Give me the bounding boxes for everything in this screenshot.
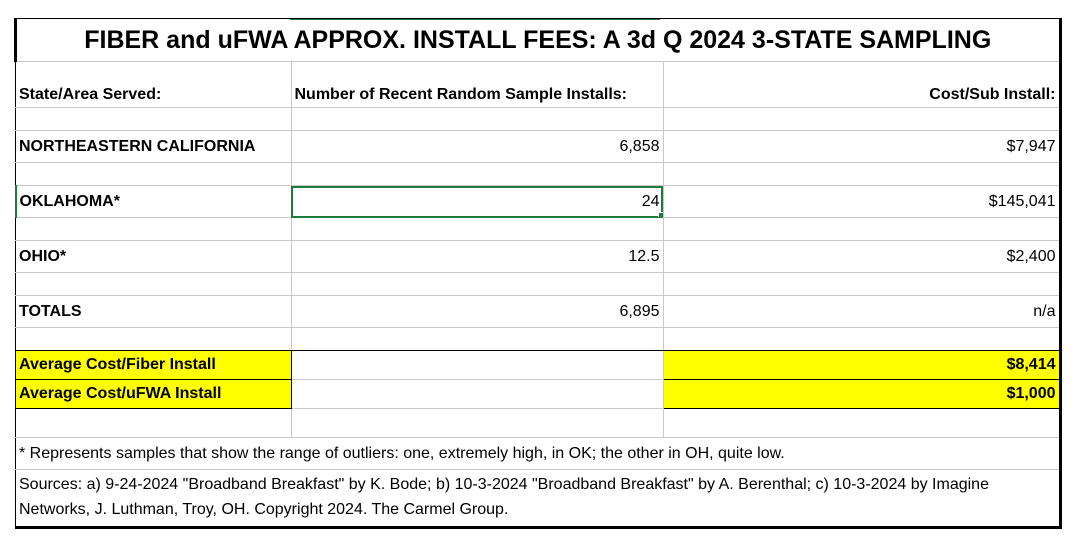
empty-cell[interactable]: [16, 409, 292, 438]
cost-cell[interactable]: $145,041: [663, 186, 1060, 218]
table-row: [16, 131, 1061, 163]
empty-cell[interactable]: [291, 380, 663, 409]
empty-cell[interactable]: [663, 273, 1060, 296]
empty-cell[interactable]: [663, 108, 1060, 131]
header-cost[interactable]: Cost/Sub Install:: [663, 62, 1060, 108]
empty-cell[interactable]: [16, 273, 292, 296]
outlier-note[interactable]: * Represents samples that show the range of outliers: one, extremely high, in OK; the other in OH, quite low.: [16, 438, 1061, 470]
average-value[interactable]: $1,000: [663, 380, 1060, 409]
cost-cell[interactable]: $2,400: [663, 241, 1060, 273]
average-label[interactable]: Average Cost/Fiber Install: [16, 351, 292, 380]
empty-cell[interactable]: [663, 163, 1060, 186]
installs-cell[interactable]: 12.5: [291, 241, 663, 273]
installs-cell[interactable]: 6,895: [291, 296, 663, 328]
spacer-row: [16, 163, 1061, 186]
header-row: [16, 62, 1061, 108]
sources-note[interactable]: Sources: a) 9-24-2024 "Broadband Breakfast" by K. Bode; b) 10-3-2024 "Broadband Breakfast" by A. Berenthal; c) 10-3-2024 by Imagine Networks, J. Luthman, Troy, OH. Copyright 2024. The Carmel Group.: [16, 470, 1061, 528]
fill-handle[interactable]: [658, 212, 664, 218]
empty-cell[interactable]: [291, 409, 663, 438]
table-row: [16, 186, 1061, 218]
empty-cell[interactable]: [16, 218, 292, 241]
area-cell[interactable]: TOTALS: [16, 296, 292, 328]
area-cell[interactable]: OKLAHOMA*: [16, 186, 292, 218]
selected-installs-cell[interactable]: [291, 186, 663, 218]
spacer-row: [16, 218, 1061, 241]
empty-cell[interactable]: [291, 351, 663, 380]
empty-cell[interactable]: [16, 108, 292, 131]
empty-cell[interactable]: [291, 273, 663, 296]
average-value[interactable]: $8,414: [663, 351, 1060, 380]
header-installs[interactable]: Number of Recent Random Sample Installs:: [291, 62, 663, 108]
spacer-row: [16, 409, 1061, 438]
average-row: [16, 351, 1061, 380]
installs-cell[interactable]: 6,858: [291, 131, 663, 163]
area-cell[interactable]: OHIO*: [16, 241, 292, 273]
spacer-row: [16, 328, 1061, 351]
empty-cell[interactable]: [16, 163, 292, 186]
empty-cell[interactable]: [663, 409, 1060, 438]
header-area[interactable]: State/Area Served:: [16, 62, 292, 108]
area-cell[interactable]: NORTHEASTERN CALIFORNIA: [16, 131, 292, 163]
empty-cell[interactable]: [291, 328, 663, 351]
empty-cell[interactable]: [663, 218, 1060, 241]
empty-cell[interactable]: [16, 328, 292, 351]
table-title[interactable]: FIBER and uFWA APPROX. INSTALL FEES: A 3d Q 2024 3-STATE SAMPLING: [16, 19, 1061, 62]
spacer-row: [16, 108, 1061, 131]
table-row: [16, 241, 1061, 273]
title-row: [16, 19, 1061, 62]
empty-cell[interactable]: [291, 218, 663, 241]
totals-row: [16, 296, 1061, 328]
empty-cell[interactable]: [291, 108, 663, 131]
empty-cell[interactable]: [291, 163, 663, 186]
installs-value: 24: [641, 192, 660, 210]
average-row: [16, 380, 1061, 409]
install-fees-table: [14, 18, 1062, 529]
empty-cell[interactable]: [663, 328, 1060, 351]
cost-cell[interactable]: n/a: [663, 296, 1060, 328]
note-row: [16, 438, 1061, 470]
average-label[interactable]: Average Cost/uFWA Install: [16, 380, 292, 409]
sources-row: [16, 470, 1061, 528]
cost-cell[interactable]: $7,947: [663, 131, 1060, 163]
spacer-row: [16, 273, 1061, 296]
